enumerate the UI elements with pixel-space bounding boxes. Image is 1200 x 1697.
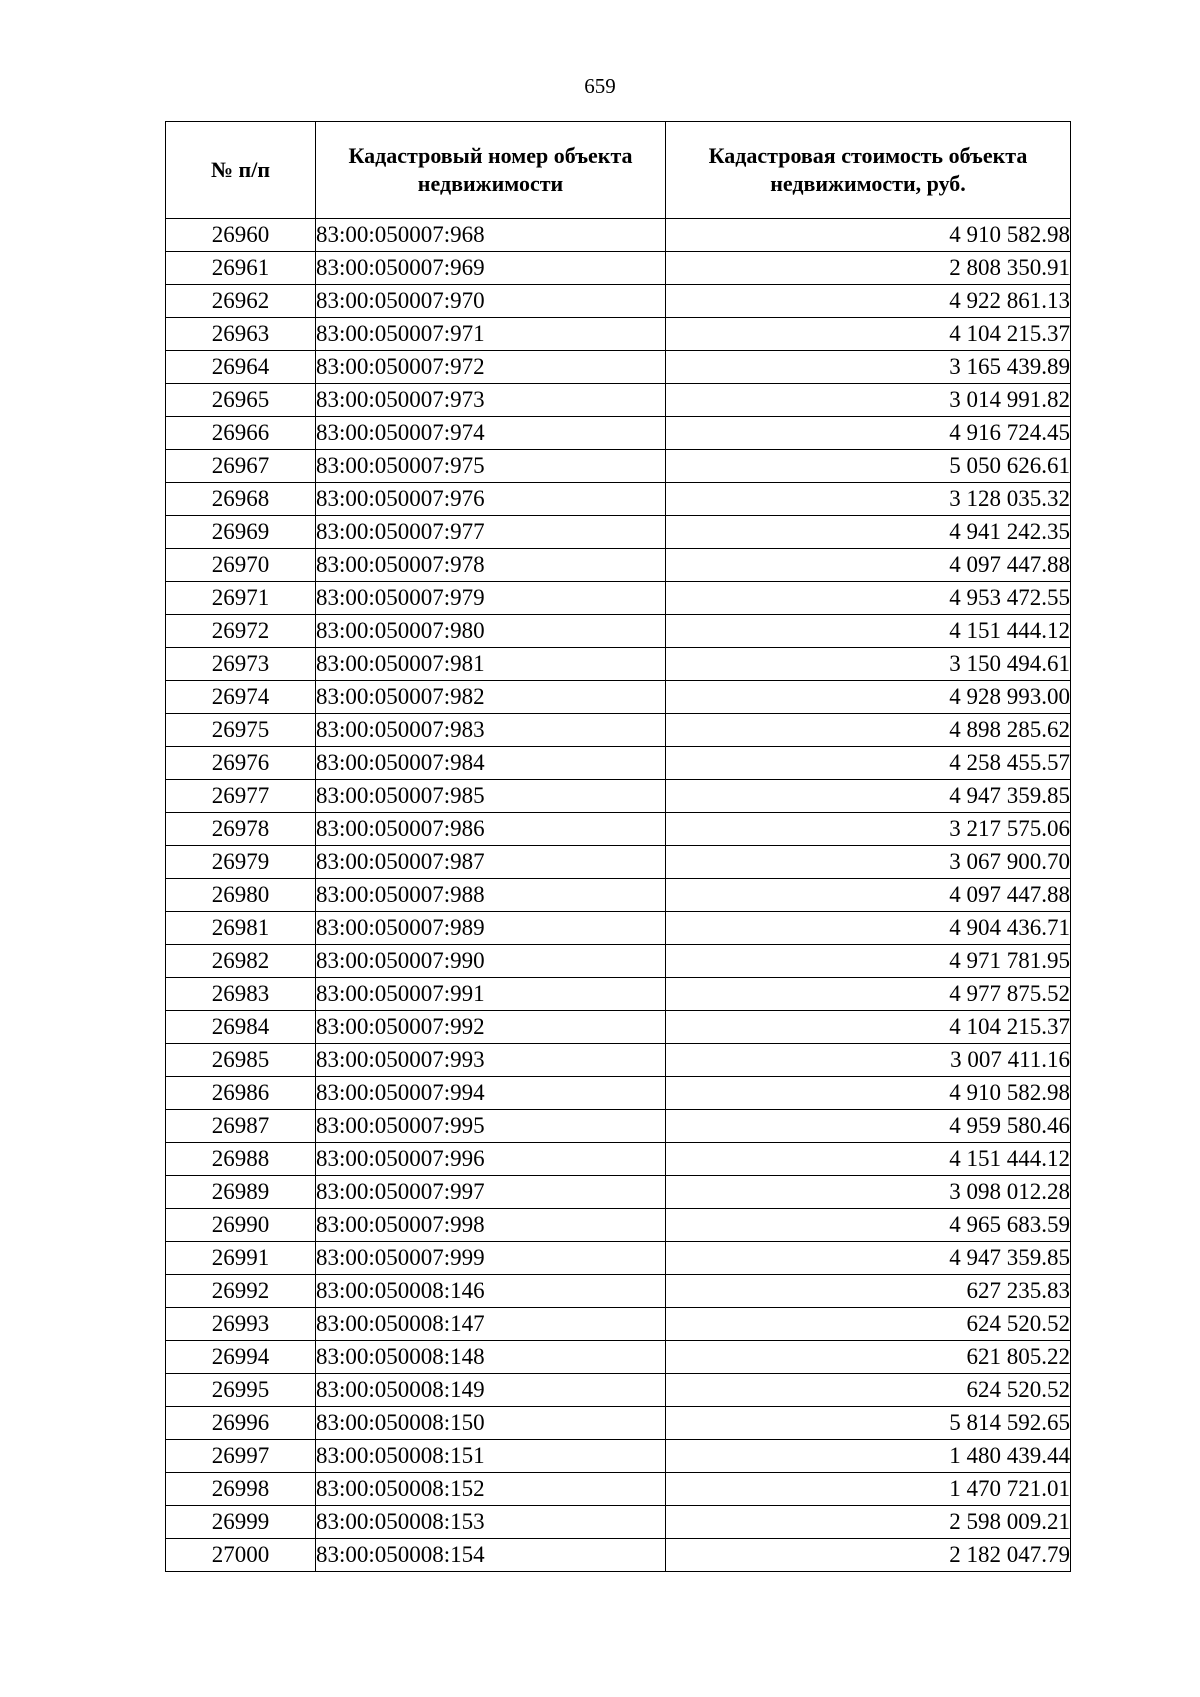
- cadastral-value-cell: 627 235.83: [666, 1275, 1071, 1308]
- row-number-cell: 26975: [166, 714, 316, 747]
- cadastral-number-cell: 83:00:050007:984: [316, 747, 666, 780]
- table-row: [166, 912, 1071, 945]
- row-number-cell: 26963: [166, 318, 316, 351]
- cadastral-value-cell: 3 098 012.28: [666, 1176, 1071, 1209]
- table-row: [166, 879, 1071, 912]
- table-row: [166, 1011, 1071, 1044]
- row-number-cell: 26964: [166, 351, 316, 384]
- row-number-cell: 26968: [166, 483, 316, 516]
- cadastral-value-cell: 4 898 285.62: [666, 714, 1071, 747]
- cadastral-number-cell: 83:00:050008:152: [316, 1473, 666, 1506]
- cadastral-number-cell: 83:00:050007:991: [316, 978, 666, 1011]
- table-row: [166, 252, 1071, 285]
- cadastral-number-cell: 83:00:050007:996: [316, 1143, 666, 1176]
- row-number-cell: 26962: [166, 285, 316, 318]
- cadastral-number-cell: 83:00:050007:985: [316, 780, 666, 813]
- row-number-cell: 26977: [166, 780, 316, 813]
- table-row: [166, 549, 1071, 582]
- table-row: [166, 780, 1071, 813]
- table-row: [166, 813, 1071, 846]
- cadastral-number-cell: 83:00:050007:981: [316, 648, 666, 681]
- cadastral-number-cell: 83:00:050007:998: [316, 1209, 666, 1242]
- cadastral-value-cell: 4 258 455.57: [666, 747, 1071, 780]
- cadastral-number-cell: 83:00:050007:989: [316, 912, 666, 945]
- cadastral-value-cell: 4 965 683.59: [666, 1209, 1071, 1242]
- cadastral-number-cell: 83:00:050007:980: [316, 615, 666, 648]
- cadastral-number-cell: 83:00:050007:976: [316, 483, 666, 516]
- row-number-cell: 26995: [166, 1374, 316, 1407]
- table-row: [166, 648, 1071, 681]
- cadastral-number-cell: 83:00:050007:994: [316, 1077, 666, 1110]
- table-header-row: [166, 122, 1071, 219]
- cadastral-number-cell: 83:00:050007:983: [316, 714, 666, 747]
- cadastral-number-cell: 83:00:050007:986: [316, 813, 666, 846]
- row-number-cell: 26981: [166, 912, 316, 945]
- table-row: [166, 945, 1071, 978]
- row-number-cell: 26969: [166, 516, 316, 549]
- row-number-cell: 26989: [166, 1176, 316, 1209]
- row-number-cell: 26985: [166, 1044, 316, 1077]
- cadastral-number-cell: 83:00:050007:978: [316, 549, 666, 582]
- cadastral-number-cell: 83:00:050007:971: [316, 318, 666, 351]
- table-row: [166, 1044, 1071, 1077]
- cadastral-number-cell: 83:00:050007:992: [316, 1011, 666, 1044]
- cadastral-number-cell: 83:00:050008:150: [316, 1407, 666, 1440]
- table-row: [166, 846, 1071, 879]
- cadastral-number-cell: 83:00:050007:982: [316, 681, 666, 714]
- row-number-cell: 26994: [166, 1341, 316, 1374]
- table-row: [166, 978, 1071, 1011]
- cadastral-number-cell: 83:00:050007:995: [316, 1110, 666, 1143]
- cadastral-value-cell: 5 814 592.65: [666, 1407, 1071, 1440]
- row-number-cell: 26986: [166, 1077, 316, 1110]
- cadastral-value-cell: 3 150 494.61: [666, 648, 1071, 681]
- row-number-cell: 26992: [166, 1275, 316, 1308]
- row-number-cell: 26983: [166, 978, 316, 1011]
- table-row: [166, 1506, 1071, 1539]
- row-number-cell: 26960: [166, 219, 316, 252]
- table-row: [166, 516, 1071, 549]
- cadastral-value-cell: 4 928 993.00: [666, 681, 1071, 714]
- table-row: [166, 714, 1071, 747]
- cadastral-value-cell: 4 097 447.88: [666, 549, 1071, 582]
- cadastral-value-cell: 3 067 900.70: [666, 846, 1071, 879]
- table-row: [166, 582, 1071, 615]
- table-row: [166, 1473, 1071, 1506]
- row-number-cell: 26978: [166, 813, 316, 846]
- cadastral-value-cell: 4 910 582.98: [666, 219, 1071, 252]
- cadastral-value-cell: 4 953 472.55: [666, 582, 1071, 615]
- cadastral-value-cell: 4 947 359.85: [666, 1242, 1071, 1275]
- cadastral-number-cell: 83:00:050007:987: [316, 846, 666, 879]
- cadastral-value-table: [165, 121, 1071, 1572]
- row-number-cell: 26971: [166, 582, 316, 615]
- cadastral-value-cell: 4 971 781.95: [666, 945, 1071, 978]
- cadastral-value-cell: 4 097 447.88: [666, 879, 1071, 912]
- cadastral-value-cell: 4 941 242.35: [666, 516, 1071, 549]
- table-row: [166, 1341, 1071, 1374]
- cadastral-value-cell: 624 520.52: [666, 1374, 1071, 1407]
- row-number-cell: 26970: [166, 549, 316, 582]
- cadastral-number-cell: 83:00:050007:969: [316, 252, 666, 285]
- row-number-cell: 26976: [166, 747, 316, 780]
- row-number-cell: 26979: [166, 846, 316, 879]
- cadastral-value-cell: 4 916 724.45: [666, 417, 1071, 450]
- table-row: [166, 681, 1071, 714]
- table-row: [166, 1110, 1071, 1143]
- table-row: [166, 1209, 1071, 1242]
- table-row: [166, 483, 1071, 516]
- cadastral-value-cell: 2 182 047.79: [666, 1539, 1071, 1572]
- row-number-cell: 26991: [166, 1242, 316, 1275]
- table-row: [166, 1077, 1071, 1110]
- row-number-cell: 26999: [166, 1506, 316, 1539]
- cadastral-value-cell: 2 598 009.21: [666, 1506, 1071, 1539]
- cadastral-value-cell: 1 470 721.01: [666, 1473, 1071, 1506]
- cadastral-number-cell: 83:00:050008:147: [316, 1308, 666, 1341]
- cadastral-value-cell: 4 104 215.37: [666, 318, 1071, 351]
- cadastral-number-cell: 83:00:050007:979: [316, 582, 666, 615]
- row-number-cell: 26982: [166, 945, 316, 978]
- cadastral-number-cell: 83:00:050007:988: [316, 879, 666, 912]
- header-cadastral-value: Кадастровая стоимость объекта недвижимости, руб.: [666, 122, 1071, 219]
- row-number-cell: 26966: [166, 417, 316, 450]
- table-row: [166, 1176, 1071, 1209]
- row-number-cell: 26988: [166, 1143, 316, 1176]
- cadastral-value-cell: 4 922 861.13: [666, 285, 1071, 318]
- cadastral-number-cell: 83:00:050008:146: [316, 1275, 666, 1308]
- cadastral-number-cell: 83:00:050008:153: [316, 1506, 666, 1539]
- cadastral-number-cell: 83:00:050008:154: [316, 1539, 666, 1572]
- table-row: [166, 219, 1071, 252]
- table-row: [166, 747, 1071, 780]
- table-row: [166, 351, 1071, 384]
- row-number-cell: 26974: [166, 681, 316, 714]
- cadastral-number-cell: 83:00:050007:970: [316, 285, 666, 318]
- cadastral-value-cell: 4 151 444.12: [666, 1143, 1071, 1176]
- row-number-cell: 26996: [166, 1407, 316, 1440]
- cadastral-value-cell: 4 151 444.12: [666, 615, 1071, 648]
- cadastral-number-cell: 83:00:050008:149: [316, 1374, 666, 1407]
- cadastral-value-cell: 4 947 359.85: [666, 780, 1071, 813]
- table-row: [166, 417, 1071, 450]
- cadastral-value-cell: 4 977 875.52: [666, 978, 1071, 1011]
- row-number-cell: 26961: [166, 252, 316, 285]
- row-number-cell: 26965: [166, 384, 316, 417]
- table-row: [166, 1440, 1071, 1473]
- table-row: [166, 318, 1071, 351]
- table-body: [166, 219, 1071, 1572]
- cadastral-number-cell: 83:00:050007:993: [316, 1044, 666, 1077]
- cadastral-value-cell: 3 014 991.82: [666, 384, 1071, 417]
- table-row: [166, 1539, 1071, 1572]
- row-number-cell: 26993: [166, 1308, 316, 1341]
- table-row: [166, 384, 1071, 417]
- cadastral-number-cell: 83:00:050007:997: [316, 1176, 666, 1209]
- table-row: [166, 1275, 1071, 1308]
- row-number-cell: 26984: [166, 1011, 316, 1044]
- table-row: [166, 1143, 1071, 1176]
- row-number-cell: 26998: [166, 1473, 316, 1506]
- table-row: [166, 450, 1071, 483]
- cadastral-number-cell: 83:00:050007:990: [316, 945, 666, 978]
- row-number-cell: 26990: [166, 1209, 316, 1242]
- page-number: 659: [584, 74, 616, 98]
- cadastral-value-cell: 1 480 439.44: [666, 1440, 1071, 1473]
- table-row: [166, 1407, 1071, 1440]
- row-number-cell: 26980: [166, 879, 316, 912]
- cadastral-value-cell: 621 805.22: [666, 1341, 1071, 1374]
- cadastral-number-cell: 83:00:050008:148: [316, 1341, 666, 1374]
- cadastral-value-cell: 3 217 575.06: [666, 813, 1071, 846]
- cadastral-value-cell: 5 050 626.61: [666, 450, 1071, 483]
- table-row: [166, 1308, 1071, 1341]
- cadastral-number-cell: 83:00:050007:974: [316, 417, 666, 450]
- cadastral-value-cell: 624 520.52: [666, 1308, 1071, 1341]
- cadastral-value-cell: 2 808 350.91: [666, 252, 1071, 285]
- row-number-cell: 26973: [166, 648, 316, 681]
- cadastral-number-cell: 83:00:050007:973: [316, 384, 666, 417]
- table-row: [166, 1374, 1071, 1407]
- row-number-cell: 26967: [166, 450, 316, 483]
- cadastral-value-cell: 4 959 580.46: [666, 1110, 1071, 1143]
- row-number-cell: 26972: [166, 615, 316, 648]
- cadastral-value-cell: 3 007 411.16: [666, 1044, 1071, 1077]
- cadastral-value-cell: 4 904 436.71: [666, 912, 1071, 945]
- cadastral-number-cell: 83:00:050008:151: [316, 1440, 666, 1473]
- table-row: [166, 285, 1071, 318]
- cadastral-number-cell: 83:00:050007:972: [316, 351, 666, 384]
- cadastral-value-cell: 4 910 582.98: [666, 1077, 1071, 1110]
- cadastral-value-cell: 3 165 439.89: [666, 351, 1071, 384]
- header-row-number: № п/п: [166, 122, 316, 219]
- row-number-cell: 27000: [166, 1539, 316, 1572]
- cadastral-number-cell: 83:00:050007:968: [316, 219, 666, 252]
- cadastral-number-cell: 83:00:050007:999: [316, 1242, 666, 1275]
- cadastral-value-cell: 4 104 215.37: [666, 1011, 1071, 1044]
- row-number-cell: 26987: [166, 1110, 316, 1143]
- header-cadastral-number: Кадастровый номер объекта недвижимости: [316, 122, 666, 219]
- cadastral-value-cell: 3 128 035.32: [666, 483, 1071, 516]
- row-number-cell: 26997: [166, 1440, 316, 1473]
- cadastral-number-cell: 83:00:050007:977: [316, 516, 666, 549]
- table-row: [166, 615, 1071, 648]
- table-row: [166, 1242, 1071, 1275]
- cadastral-number-cell: 83:00:050007:975: [316, 450, 666, 483]
